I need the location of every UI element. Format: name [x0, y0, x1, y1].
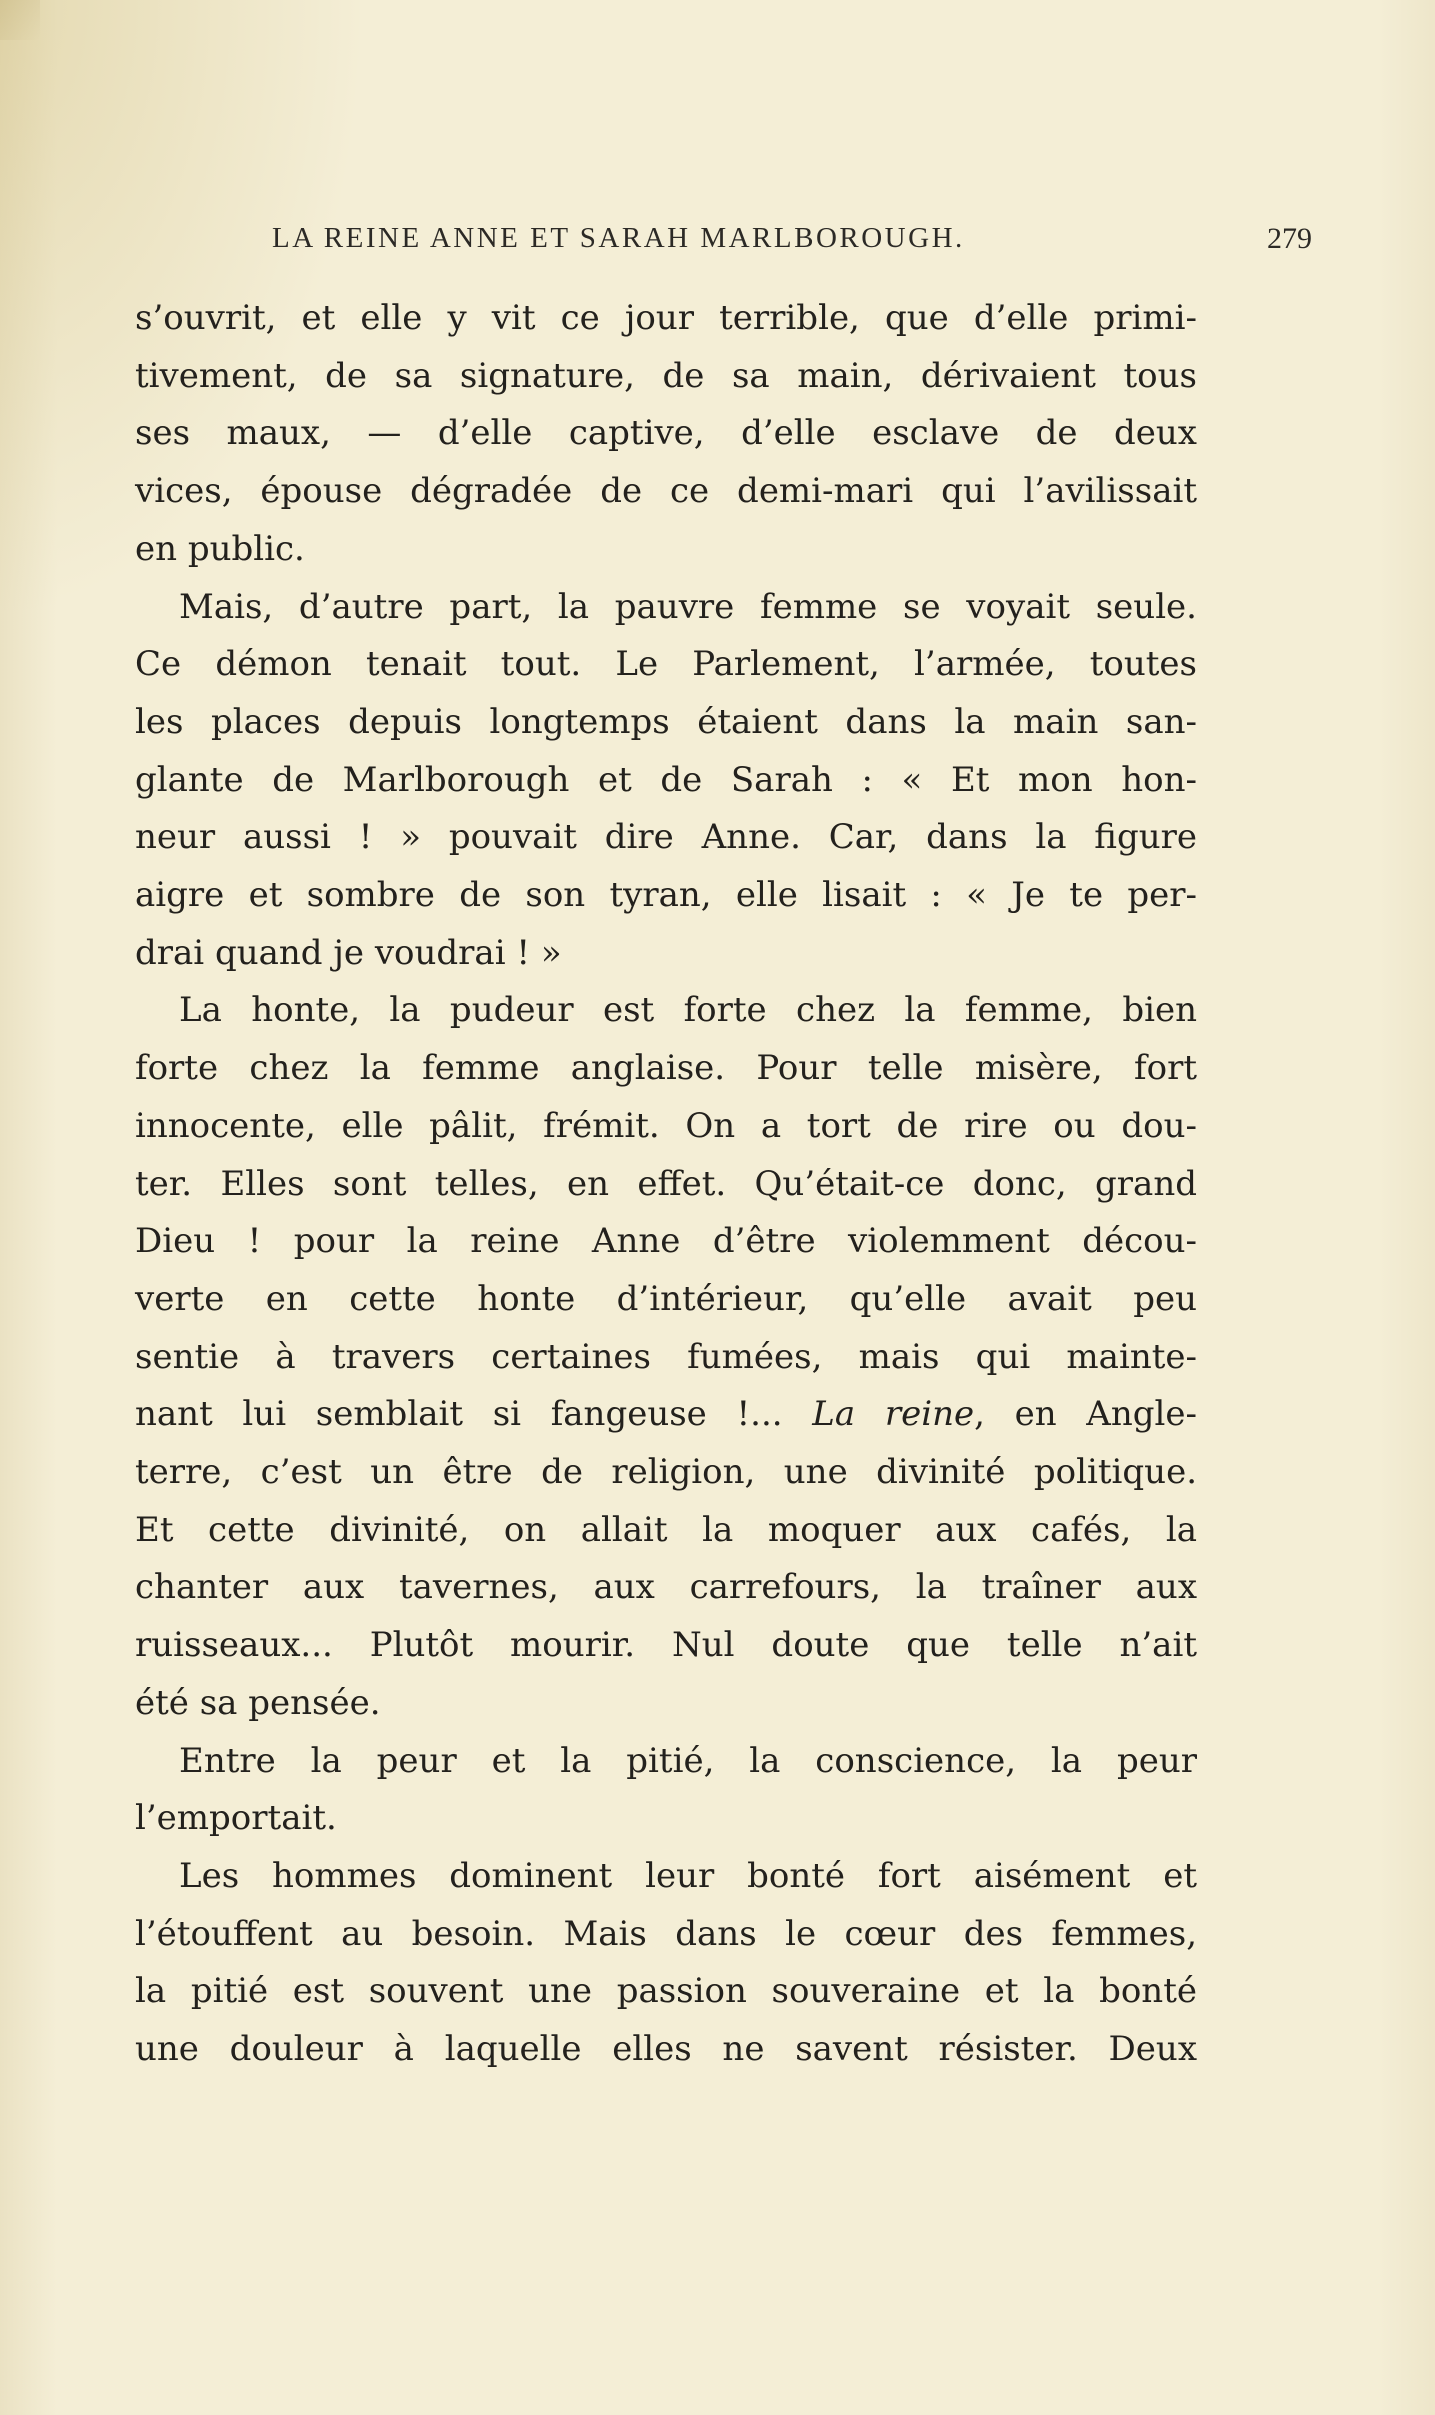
text-line: Mais, d’autre part, la pauvre femme se voyait seule. — [179, 586, 1197, 627]
page-corner-stain — [0, 0, 40, 40]
italic-phrase: La reine — [812, 1394, 975, 1435]
paragraph — [135, 982, 1197, 1732]
text-line: s’ouvrit, et elle y vit ce jour terrible, que d’elle primi- — [135, 298, 1197, 338]
page-number: 279 — [1267, 222, 1312, 255]
text-line: neur aussi ! » pouvait dire Anne. Car, dans la figure — [135, 817, 1197, 858]
text-segment: nant lui semblait si fangeuse !... — [135, 1394, 783, 1435]
text-line: drai quand je voudrai ! » — [135, 932, 562, 973]
paragraph — [135, 290, 1197, 579]
paragraph — [135, 579, 1197, 983]
text-line: l’étouffent au besoin. Mais dans le cœur des femmes, — [135, 1913, 1197, 1954]
text-line: tivement, de sa signature, de sa main, dérivaient tous — [135, 355, 1197, 396]
text-line: innocente, elle pâlit, frémit. On a tort de rire ou dou- — [135, 1105, 1197, 1146]
text-line: terre, c’est un être de religion, une divinité politique. — [135, 1452, 1197, 1493]
text-line: verte en cette honte d’intérieur, qu’elle avait peu — [135, 1278, 1197, 1319]
text-line: Dieu ! pour la reine Anne d’être violemment décou- — [135, 1221, 1197, 1262]
text-line: chanter aux tavernes, aux carrefours, la traîner aux — [135, 1567, 1197, 1608]
text-line — [135, 1386, 1197, 1444]
paragraph — [135, 1848, 1197, 2079]
text-segment: , en Angle- — [974, 1394, 1198, 1435]
text-line: glante de Marlborough et de Sarah : « Et mon hon- — [135, 759, 1197, 800]
body-text — [135, 290, 1197, 2079]
text-line: les places depuis longtemps étaient dans la main san- — [135, 701, 1197, 742]
text-line: été sa pensée. — [135, 1682, 381, 1723]
text-line: aigre et sombre de son tyran, elle lisait : « Je te per- — [135, 875, 1197, 916]
running-head-title: LA REINE ANNE ET SARAH MARLBOROUGH. — [272, 222, 965, 254]
text-line: forte chez la femme anglaise. Pour telle misère, fort — [135, 1048, 1197, 1089]
text-line: vices, épouse dégradée de ce demi-mari qui l’avilissait — [135, 471, 1197, 512]
text-line: ruisseaux... Plutôt mourir. Nul doute que telle n’ait — [135, 1625, 1197, 1666]
text-line: Ce démon tenait tout. Le Parlement, l’armée, toutes — [135, 644, 1197, 685]
text-line: l’emportait. — [135, 1798, 337, 1839]
text-line: en public. — [135, 528, 305, 569]
paragraph — [135, 1733, 1197, 1848]
text-line: ter. Elles sont telles, en effet. Qu’était-ce donc, grand — [135, 1163, 1197, 1204]
text-line: Les hommes dominent leur bonté fort aisément et — [179, 1855, 1197, 1896]
running-head — [272, 222, 1312, 262]
text-line: Entre la peur et la pitié, la conscience, la peur — [179, 1740, 1197, 1781]
text-line: une douleur à laquelle elles ne savent résister. Deux — [135, 2029, 1197, 2070]
text-line: sentie à travers certaines fumées, mais qui mainte- — [135, 1336, 1197, 1377]
text-line: la pitié est souvent une passion souveraine et la bonté — [135, 1971, 1197, 2012]
text-line: La honte, la pudeur est forte chez la femme, bien — [179, 990, 1197, 1031]
text-line: Et cette divinité, on allait la moquer aux cafés, la — [135, 1509, 1197, 1550]
text-line: ses maux, — d’elle captive, d’elle esclave de deux — [135, 413, 1197, 454]
